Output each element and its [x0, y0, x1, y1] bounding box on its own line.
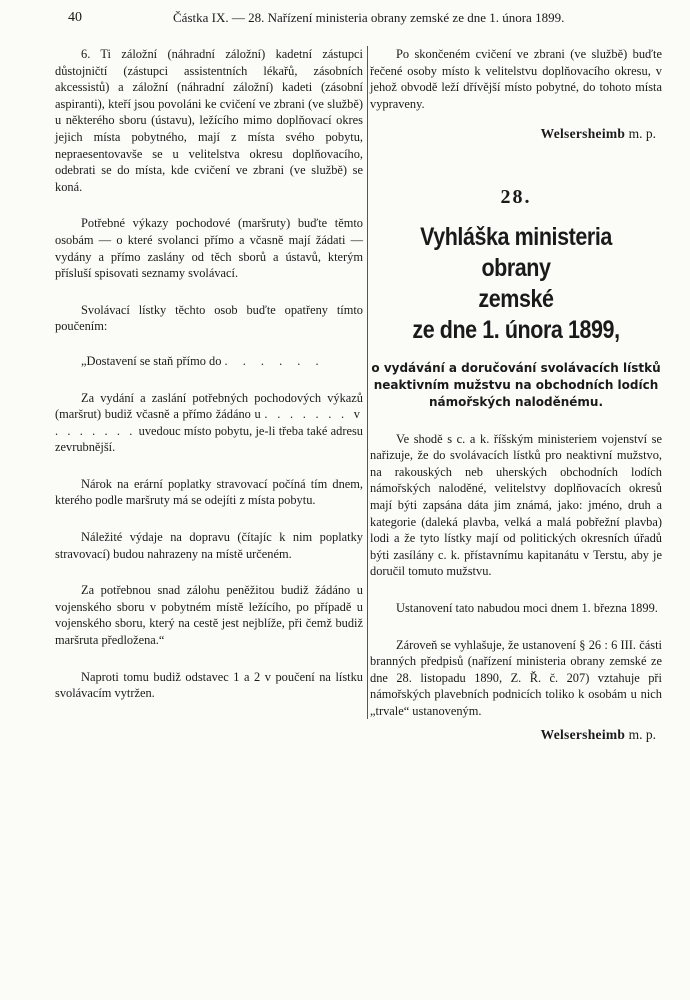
paragraph-ordinance: Ve shodě s c. a k. říšským ministeriem vojenství se nařizuje, že do svolávacích lístků pro neaktivní mužstvo, na rakouských neb uherských obchodních lodích námořských naloděné, velitelstvy doplňovacích okresů mají býti zapsána dáta jim známá, jako: jméno, druh a kategorie (daleká plavba, velká a malá pobřežní plavba) lodi a že tyto lístky mají od politických okresních úřadů býti zasílány c. k. přístavnímu kapitanátu v Terstu, aby je doručil tomuto mužstvu.	[370, 431, 662, 579]
fill-in-dots: . . . . . .	[224, 353, 325, 368]
document-number: 28.	[500, 185, 532, 208]
title-line-2: zemské	[478, 284, 554, 313]
column-divider	[367, 46, 368, 719]
paragraph-advance: Za potřebnou snad zálohu peněžitou budiž žádáno u vojenského sboru v pobytném místě ležícího, po případě u vojenského sboru, který na cestě jest nejblíže, při čemž budiž maršruta předložena.“	[55, 583, 363, 648]
signature-1	[370, 126, 656, 143]
paragraph-marching-orders: Potřebné výkazy pochodové (maršruty) buďte těmto osobám — o které svolanci přímo a včasně mají žádati — vydány a přímo zaslány od těch sborů a ústavů, kterým přísluší spisovati seznamy svolávací.	[55, 216, 363, 281]
page-header	[0, 8, 690, 28]
instruction-request-text-2: uvedouc místo pobytu, je-li třeba také adresu zevrubnější.	[55, 423, 363, 455]
paragraph-effective-date: Ustanovení tato nabudou moci dnem 1. března 1899.	[396, 600, 658, 615]
signature-suffix: m. p.	[628, 126, 656, 142]
fill-in-dots-2: . . . . . . . v . . . . . . .	[55, 407, 363, 438]
instruction-request-text: Za vydání a zaslání potřebných pochodových výkazů (maršrut) budiž včasně a přímo žádáno u	[55, 390, 363, 422]
instruction-report-text: „Dostavení se staň přímo do	[81, 353, 222, 368]
title-line-1: Vyhláška ministeria obrany	[420, 222, 612, 282]
paragraph-after-exercise: Po skončeném cvičení ve zbrani (ve službě) buďte řečené osoby místo k velitelstvu doplňovacího okresu, v jehož obvodě leží dřívější místo pobytné, do tohoto místa vypraveny.	[370, 47, 662, 111]
signature-suffix-2: m. p.	[628, 727, 656, 743]
signature-name: Welsersheimb	[540, 126, 626, 142]
right-column	[370, 46, 662, 744]
paragraph-call-up-notice: Svolávací lístky těchto osob buďte opatřeny tímto poučením:	[55, 302, 363, 334]
signature-2	[370, 727, 656, 744]
paragraph-cancellation: Naproti tomu budiž odstavec 1 a 2 v poučení na lístku svolávacím vytržen.	[55, 669, 363, 701]
running-head: Částka IX. — 28. Nařízení ministeria obrany zemské ze dne 1. února 1899.	[173, 10, 565, 25]
paragraph-allowance: Nárok na erární poplatky stravovací počíná tím dnem, kterého podle maršruty má se odejíti z místa pobytu.	[55, 476, 363, 508]
title-line-3: ze dne 1. února 1899,	[412, 315, 620, 344]
paragraph-instruction-request	[55, 390, 363, 456]
paragraph-announcement: Zároveň se vyhlašuje, že ustanovení § 26 : 6 III. části branných předpisů (nařízení ministeria obrany zemské ze dne 28. listopadu 1890, Z. Ř. č. 207) vztahuje při námořských plavebních podnicích toliko k osobám u nich „trvale“ ustanoveným.	[370, 637, 662, 718]
document-subtitle: o vydávání a doručování svolávacích lístků neaktivním mužstvu na obchodních lodích námořských naloděnému.	[371, 360, 661, 409]
page-number: 40	[68, 10, 82, 25]
paragraph-instruction-report	[55, 353, 363, 370]
paragraph-6: 6. Ti záložní (náhradní záložní) kadetní zástupci důstojničtí (zástupci assistentních lékařů, zásobních akcessistů) a záložní (náhradní záložní) kadeti (zásobní aspiranti), kteří jsou povoláni ke cvičení ve zbrani (ve službě) u některého sboru (ústavu), ležícího mimo doplňovací okres jejich místa pobytného, mají z místa svého pobytu, nepraesentovavše se u velitelstva okresu doplňovacího, odebrati se do místa, kde cvičení ve zbrani (ve službě) se koná.	[55, 47, 363, 194]
paragraph-expenses: Náležité výdaje na dopravu (čítajíc k nim poplatky stravovací) budou nahrazeny na místě určeném.	[55, 530, 363, 561]
document-title	[390, 222, 641, 346]
signature-name-2: Welsersheimb	[540, 727, 626, 743]
left-column	[55, 46, 363, 722]
